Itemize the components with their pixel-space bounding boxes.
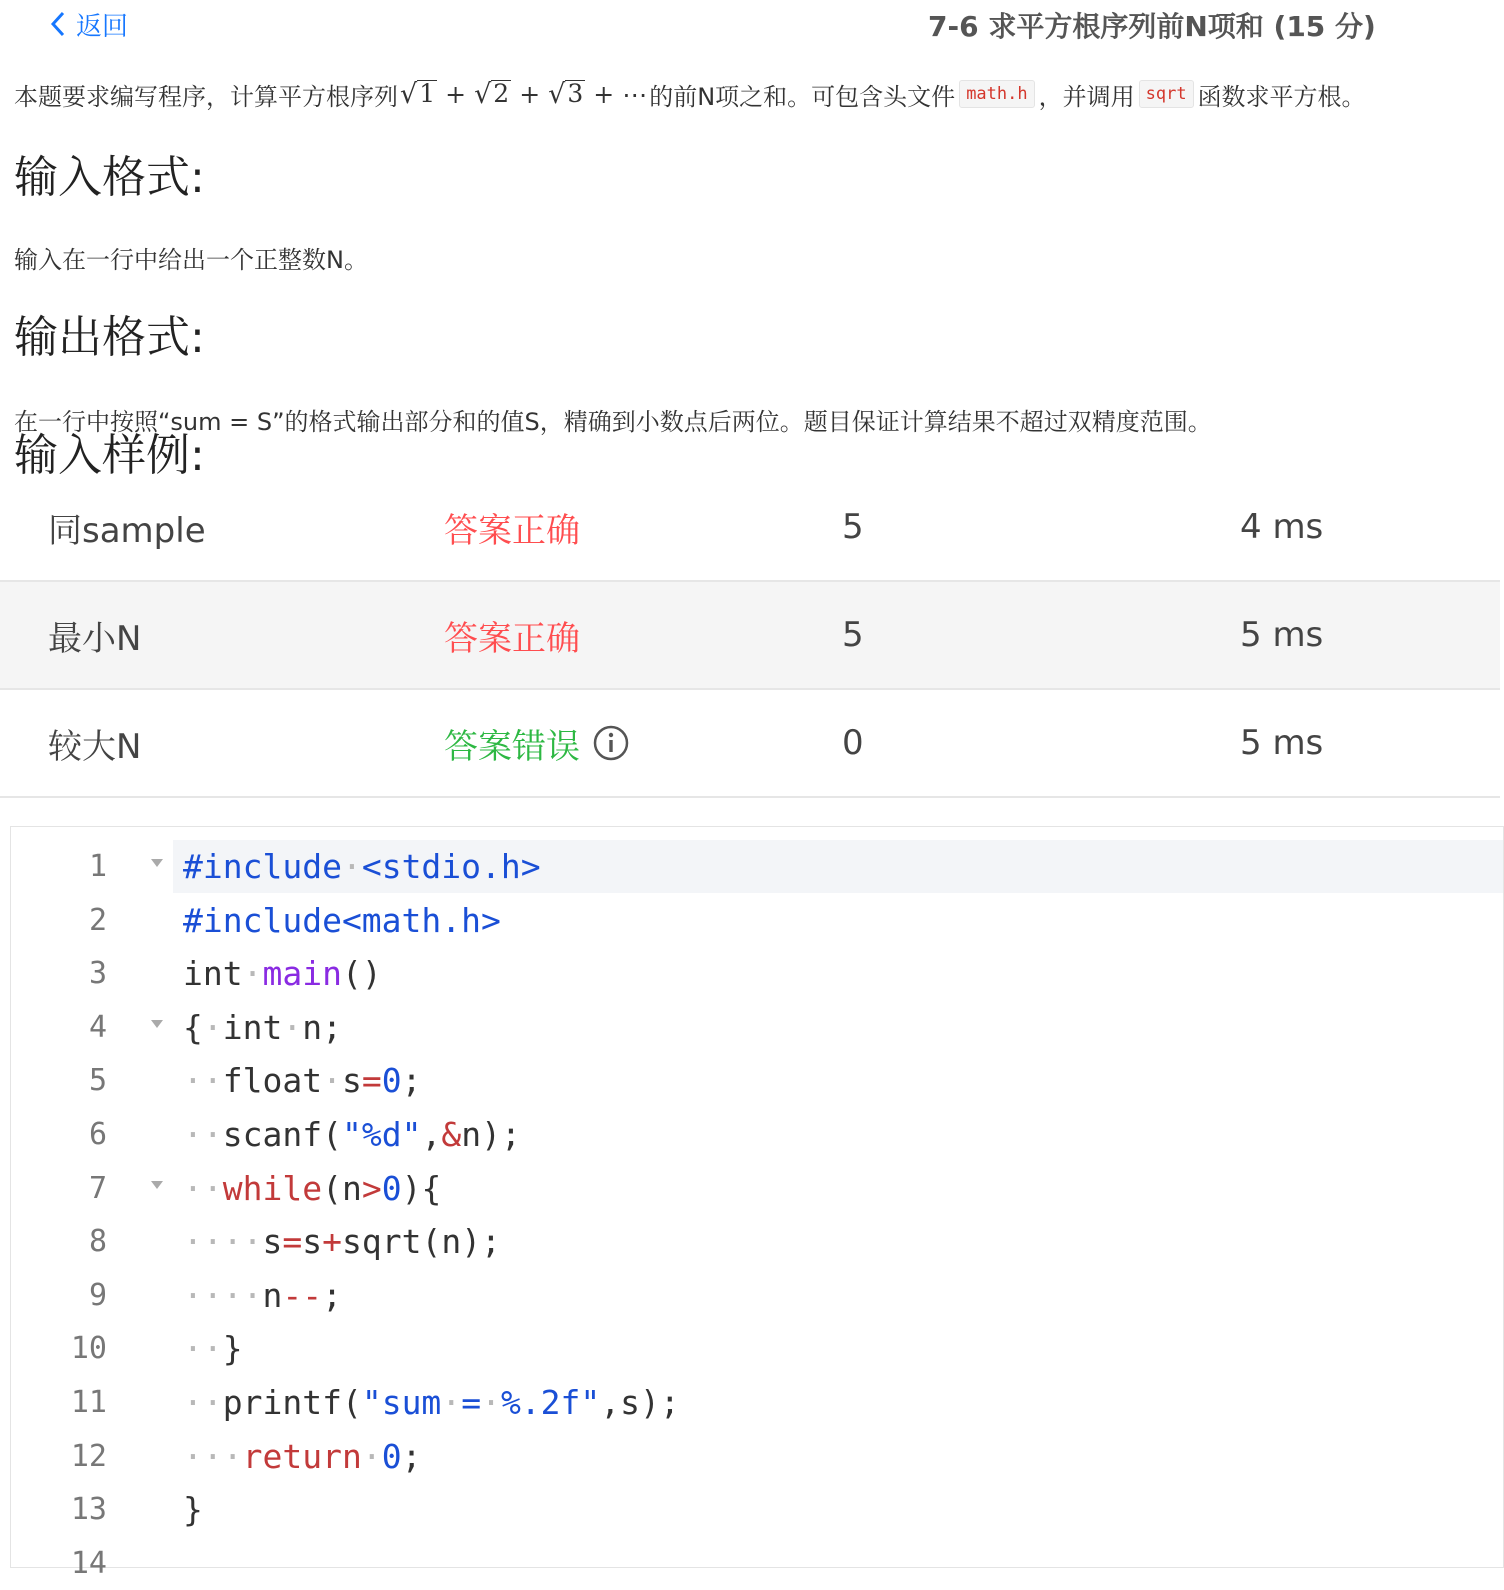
code-line[interactable] bbox=[11, 1001, 1503, 1054]
code-token: while bbox=[222, 1168, 323, 1208]
code-line[interactable] bbox=[11, 1322, 1503, 1375]
problem-title: 7-6 求平方根序列前N项和 (15 分) bbox=[928, 10, 1376, 43]
code-token: return bbox=[242, 1436, 362, 1476]
code-line[interactable] bbox=[11, 1537, 1503, 1590]
code-line[interactable] bbox=[11, 947, 1503, 1000]
code-token: %.2f" bbox=[500, 1383, 601, 1422]
code-line[interactable] bbox=[11, 894, 1503, 947]
code-token: { bbox=[183, 1007, 203, 1047]
code-token: , bbox=[421, 1115, 442, 1154]
test-results-table bbox=[0, 474, 1500, 798]
test-case-name: 较大N bbox=[48, 726, 142, 767]
line-number: 14 bbox=[70, 1545, 107, 1581]
code-token: ·· bbox=[183, 1061, 223, 1101]
code-editor[interactable] bbox=[10, 826, 1504, 1581]
code-token: main bbox=[262, 954, 342, 994]
code-token: ···· bbox=[183, 1222, 263, 1262]
code-token: "%d" bbox=[341, 1115, 422, 1154]
code-token: = bbox=[282, 1222, 303, 1262]
code-line[interactable] bbox=[11, 1108, 1503, 1161]
code-content bbox=[183, 1376, 680, 1429]
code-token: · bbox=[441, 1383, 462, 1422]
code-token: · bbox=[202, 1007, 223, 1047]
code-token: · bbox=[282, 1007, 303, 1047]
line-number: 6 bbox=[88, 1117, 107, 1152]
test-case-name: 最小N bbox=[48, 618, 142, 659]
info-circle-icon[interactable] bbox=[592, 724, 630, 762]
code-token: ··· bbox=[183, 1436, 243, 1476]
sqrt-term: √ 1 bbox=[400, 78, 436, 110]
code-token: > bbox=[361, 1168, 382, 1208]
problem-description bbox=[14, 72, 1494, 116]
code-token: ,s); bbox=[600, 1383, 680, 1422]
code-token: 0 bbox=[381, 1436, 402, 1476]
code-content bbox=[183, 1215, 501, 1268]
code-token: & bbox=[441, 1115, 462, 1154]
input-format-text: 输入在一行中给出一个正整数N。 bbox=[14, 246, 368, 274]
code-token: = bbox=[461, 1383, 482, 1422]
code-token: printf( bbox=[222, 1383, 362, 1422]
code-token: ){ bbox=[401, 1168, 442, 1208]
code-token: ···· bbox=[183, 1275, 263, 1315]
code-content bbox=[183, 894, 501, 947]
code-token: s bbox=[302, 1222, 323, 1262]
code-token: = bbox=[361, 1061, 382, 1101]
test-case-name: 同sample bbox=[48, 510, 206, 551]
output-format-title: 输出格式: bbox=[14, 312, 205, 363]
intro-text: 函数求平方根。 bbox=[1197, 82, 1366, 111]
fold-arrow-icon[interactable] bbox=[151, 1181, 163, 1189]
line-number: 11 bbox=[70, 1385, 107, 1420]
code-token: ; bbox=[401, 1061, 422, 1101]
code-token: ; bbox=[322, 1275, 342, 1315]
code-token: s bbox=[262, 1222, 283, 1262]
test-score: 5 bbox=[842, 615, 864, 655]
code-token: · bbox=[322, 1061, 342, 1101]
test-status: 答案错误 bbox=[444, 690, 630, 796]
code-token: float bbox=[222, 1061, 323, 1101]
line-number: 12 bbox=[70, 1438, 107, 1474]
line-number: 10 bbox=[70, 1331, 107, 1367]
code-token: sqrt(n); bbox=[341, 1222, 501, 1262]
code-content bbox=[183, 1483, 203, 1536]
line-number: 4 bbox=[88, 1009, 107, 1045]
code-token: n; bbox=[302, 1007, 342, 1047]
code-token: · bbox=[361, 1436, 382, 1476]
code-token: 0 bbox=[381, 1168, 402, 1208]
code-token: 0 bbox=[381, 1061, 402, 1101]
code-content bbox=[183, 947, 382, 1000]
code-token: ·· bbox=[183, 1383, 223, 1422]
code-content bbox=[183, 840, 541, 893]
test-time: 4 ms bbox=[1240, 507, 1324, 547]
code-content bbox=[183, 1430, 421, 1483]
result-row bbox=[0, 690, 1500, 798]
back-link[interactable] bbox=[48, 4, 128, 44]
code-token: () bbox=[341, 954, 382, 994]
test-time: 5 ms bbox=[1240, 723, 1324, 763]
code-token: n bbox=[262, 1275, 283, 1315]
code-token: · bbox=[341, 847, 362, 886]
code-token: n); bbox=[461, 1115, 521, 1154]
back-label: 返回 bbox=[76, 11, 129, 42]
code-line[interactable] bbox=[11, 840, 1503, 893]
code-token: ·· bbox=[183, 1115, 223, 1154]
test-status: 答案正确 bbox=[444, 618, 580, 659]
code-line[interactable] bbox=[11, 1054, 1503, 1107]
line-number: 9 bbox=[88, 1277, 107, 1313]
code-line[interactable] bbox=[11, 1376, 1503, 1429]
line-number: 1 bbox=[88, 849, 107, 884]
line-number: 13 bbox=[70, 1492, 107, 1528]
code-token: <stdio.h> bbox=[361, 847, 541, 886]
code-token: -- bbox=[282, 1275, 323, 1315]
code-token: (n bbox=[322, 1168, 362, 1208]
code-line[interactable] bbox=[11, 1430, 1503, 1483]
code-content bbox=[183, 1054, 421, 1107]
code-token: ·· bbox=[183, 1329, 223, 1369]
code-token: ; bbox=[401, 1436, 422, 1476]
result-row bbox=[0, 474, 1500, 582]
output-format-text: 在一行中按照“sum = S”的格式输出部分和的值S，精确到小数点后两位。题目保证计算结果不超过双精度范围。 bbox=[14, 408, 1212, 436]
line-number: 3 bbox=[88, 956, 107, 992]
code-content bbox=[183, 1108, 521, 1161]
code-token: ·· bbox=[183, 1168, 223, 1208]
intro-text: 本题要求编写程序，计算平方根序列 bbox=[14, 82, 398, 111]
line-number: 8 bbox=[88, 1224, 107, 1260]
test-time: 5 ms bbox=[1240, 615, 1324, 655]
intro-text: 的前N项之和。可包含头文件 bbox=[649, 82, 956, 111]
code-content bbox=[183, 1162, 441, 1215]
test-score: 0 bbox=[842, 723, 864, 763]
inline-code-sqrt: sqrt bbox=[1139, 80, 1194, 108]
test-score: 5 bbox=[842, 507, 864, 547]
code-token: } bbox=[222, 1329, 243, 1369]
line-number: 7 bbox=[88, 1170, 107, 1206]
code-line[interactable] bbox=[11, 1215, 1503, 1268]
chevron-left-icon bbox=[48, 10, 68, 38]
input-format-title: 输入格式: bbox=[14, 152, 205, 203]
fold-arrow-icon[interactable] bbox=[151, 859, 163, 867]
sample-input-title-cut: 输入样例: bbox=[14, 430, 205, 481]
test-status: 答案正确 bbox=[444, 510, 580, 551]
code-token: int bbox=[183, 954, 243, 994]
code-content bbox=[183, 1269, 342, 1322]
code-token: } bbox=[183, 1490, 203, 1530]
code-token: · bbox=[242, 954, 263, 994]
line-number: 2 bbox=[88, 902, 107, 938]
inline-code-math-h: math.h bbox=[959, 80, 1034, 108]
line-number: 5 bbox=[88, 1063, 107, 1099]
code-content bbox=[183, 1001, 342, 1054]
code-line[interactable] bbox=[11, 1483, 1503, 1536]
sqrt-term: √ 3 bbox=[548, 78, 584, 110]
sqrt-term: √ 2 bbox=[474, 78, 510, 110]
code-line[interactable] bbox=[11, 1269, 1503, 1322]
code-token: #include<math.h> bbox=[183, 900, 501, 940]
code-token: s bbox=[341, 1061, 362, 1101]
code-line[interactable] bbox=[11, 1162, 1503, 1215]
code-token: int bbox=[222, 1007, 283, 1047]
result-row bbox=[0, 582, 1500, 690]
fold-arrow-icon[interactable] bbox=[151, 1020, 163, 1028]
code-content bbox=[183, 1322, 243, 1375]
code-token: scanf( bbox=[222, 1115, 342, 1154]
code-token: · bbox=[481, 1383, 501, 1422]
code-token: #include bbox=[183, 847, 342, 886]
code-token: + bbox=[322, 1222, 342, 1262]
sqrt-series-formula: √ 1 + √ 2 + √ 3 + ⋯ bbox=[400, 78, 648, 110]
code-token: "sum bbox=[361, 1383, 442, 1422]
intro-text: ，并调用 bbox=[1038, 82, 1135, 111]
